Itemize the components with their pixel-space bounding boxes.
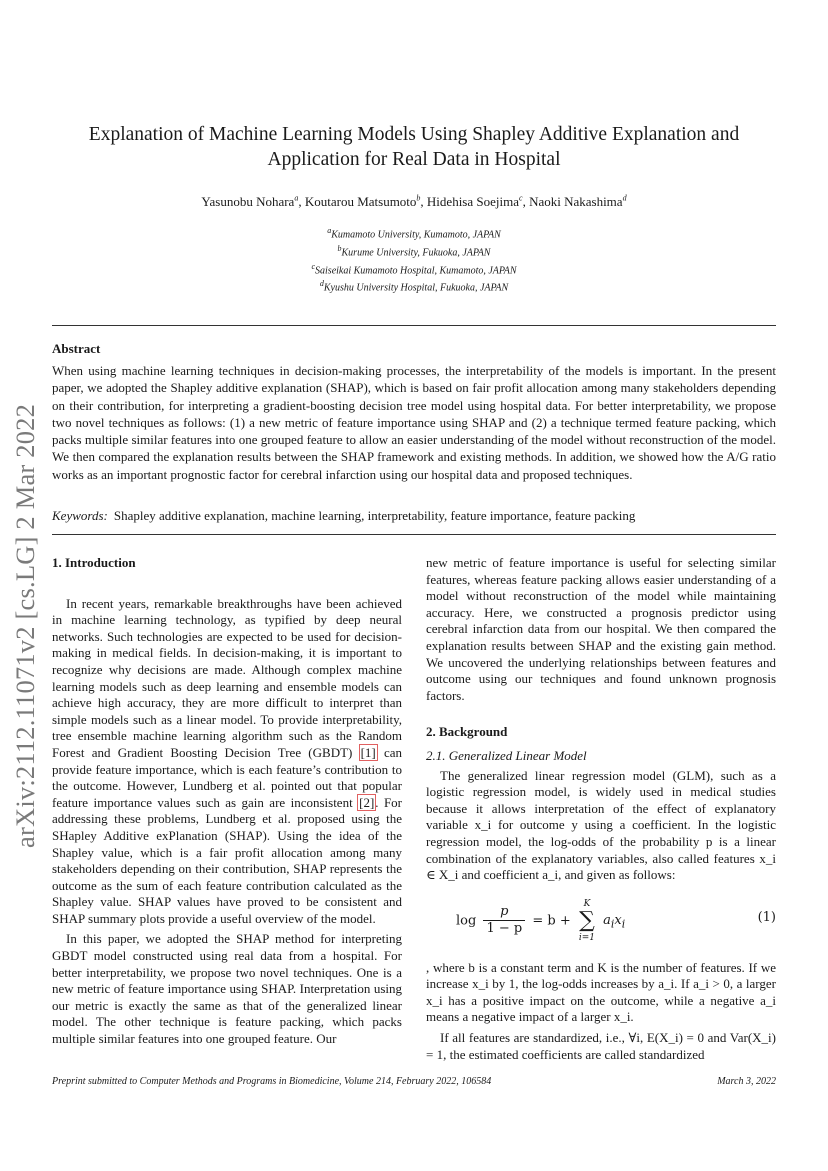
author: Koutarou Matsumoto$^b$,	[304, 194, 427, 210]
section-heading-background: 2. Background	[426, 724, 508, 740]
background-paragraph-2: , where b is a constant term and K is the number of features. If we increase x_i by 1, the log-odds increases by a_i. If a_i > 0, a larger x_i has a positive impact on the outcome, while a negative a_i means a negative impact of a larger x_i.	[426, 959, 776, 1025]
intro-paragraph-2: In this paper, we adopted the SHAP method for interpreting GBDT model constructed using real data from a hospital. For better interpretability, we propose two novel techniques. One is a new metric of feature importance using SHAP. Interpretation using our metric is exactly the same as that of the generalized linear model. The other technique is feature packing, which packs multiple similar features into one grouped feature. Our	[52, 931, 402, 1047]
footer-journal: Preprint submitted to Computer Methods and Programs in Biomedicine, Volume 214, February 2022, 106584	[52, 1076, 492, 1087]
eq-fraction-numerator: p	[483, 904, 525, 922]
eq-sum-lower: i=1	[578, 932, 596, 943]
author-list	[60, 194, 768, 210]
affiliation: $^b$Kurume University, Fukuoka, JAPAN	[337, 243, 491, 259]
eq-sum-upper: K	[583, 898, 591, 909]
page-footer	[52, 1076, 776, 1087]
background-paragraph-1: The generalized linear regression model (GLM), such as a logistic regression model, is widely used in medical studies because it allows interpretation of the effect of explanatory variable x_i for outcome y using a coefficient. In the logistic regression model, the log-odds of the probability p is a linear combination of the explanatory variables, also called features x_i ∈ X_i and coefficient a_i, and given as follows:	[426, 767, 776, 883]
author: Hidehisa Soejima$^c$,	[426, 194, 530, 210]
arxiv-identifier: arXiv:2112.11071v2 [cs.LG] 2 Mar 2022	[10, 403, 40, 848]
keywords	[52, 508, 776, 524]
keywords-text: Shapley additive explanation, machine learning, interpretability, feature importance, feature packing	[113, 508, 636, 523]
divider-bottom	[52, 534, 776, 535]
intro-paragraph-1: In recent years, remarkable breakthroughs have been achieved in machine learning technology, as typified by deep neural networks. Such technologies are expected to be used for decision-making in medical fields. In decision-making, it is important to recognize why decisions are made. Although complex machine learning models such as deep learning and ensemble models can achieve high accuracy, they are more difficult to interpret than simple models such as a linear model. To provide interpretability, tree ensemble machine learning algorithm such as the Random Forest and Gradient Boosting Decision Tree (GBDT) [1] can provide feature importance, which is each feature’s contribution to the outcome. However, Lundberg et al. pointed out that popular feature importance values such as gain are inconsistent [2]. For addressing these problems, Lundberg et al. proposed using the SHapley Additive exPlanation (SHAP). Using the idea of the Shapley value, which is a fair profit allocation among many stakeholders depending on their contribution, SHAP represents the outcome as the sum of each feature contribution calculated as the Shapley value. SHAP values have proved to be consistent and SHAP summary plots provide a useful overview of the model.	[52, 595, 403, 926]
author: Yasunobu Nohara$^a$,	[201, 194, 305, 210]
title-line-1: Explanation of Machine Learning Models Using Shapley Additive Explanation and	[88, 124, 740, 145]
affiliation: $^c$Saiseikai Kumamoto Hospital, Kumamoto, JAPAN	[311, 261, 517, 276]
title-line-2: Application for Real Data in Hospital	[267, 149, 561, 170]
keywords-label: Keywords:	[52, 508, 108, 523]
citation-link-2[interactable]: [2]	[359, 794, 375, 810]
section-heading-introduction: 1. Introduction	[52, 555, 136, 570]
citation-link-1[interactable]: [1]	[360, 744, 376, 760]
left-column	[52, 555, 402, 1048]
divider-top	[52, 325, 776, 326]
equation-number: (1)	[757, 909, 776, 925]
background-paragraph-3: If all features are standardized, i.e., ∀i, E(X_i) = 0 and Var(X_i) = 1, the estimated coefficients are called standardized	[426, 1030, 776, 1062]
eq-sigma-symbol: ∑	[579, 907, 595, 933]
author: Naoki Nakashima$^d$	[529, 194, 627, 210]
eq-fraction	[483, 904, 525, 938]
right-column	[426, 555, 776, 1063]
intro-paragraph-3: new metric of feature importance is useful for selecting similar features, whereas feature packing allows easier understanding of a model without reconstruction of the model while maintaining accuracy. Here, we constructed a prognosis predictor using cerebral infarction data from our hospital. We then compared the explanation results between SHAP and the existing gain method. We uncovered the underlying relationships between features and outcome using our techniques and found unknown prognosis factors.	[426, 555, 776, 703]
affiliation-list	[60, 224, 768, 295]
abstract-text: When using machine learning techniques in decision-making processes, the interpretability of the models is important. In the present paper, we adopted the Shapley additive explanation (SHAP), which is based on fair profit allocation among many stakeholders depending on their contribution, for interpreting a gradient-boosting decision tree model using hospital data. For better interpretability, we propose two novel techniques as follows: (1) a new metric of feature importance using SHAP and (2) a technique termed feature packing, which packs multiple similar features into one grouped feature to allow an easier understanding of the model without reconstruction of the model. We then compared the explanation results between the SHAP framework and existing methods. In addition, we showed how the A/G ratio works as an important prognostic factor for cerebral infarction using our hospital data and proposed techniques.	[52, 363, 776, 482]
subsection-heading-glm: 2.1. Generalized Linear Model	[426, 747, 587, 763]
eq-coefficient: $a_ix_i$	[603, 913, 626, 931]
eq-log: log	[456, 913, 477, 929]
abstract-heading: Abstract	[52, 341, 101, 356]
eq-summation	[579, 898, 595, 944]
equation-1	[426, 890, 776, 952]
eq-rhs-start: = b +	[532, 913, 571, 929]
affiliation: $^a$Kumamoto University, Kumamoto, JAPAN	[327, 226, 501, 241]
affiliation: $^d$Kyushu University Hospital, Fukuoka, JAPAN	[319, 279, 509, 294]
footer-date: March 3, 2022	[717, 1076, 776, 1087]
equation-body	[456, 898, 625, 944]
paper-title	[60, 122, 768, 172]
eq-fraction-denominator: 1 − p	[486, 921, 523, 937]
